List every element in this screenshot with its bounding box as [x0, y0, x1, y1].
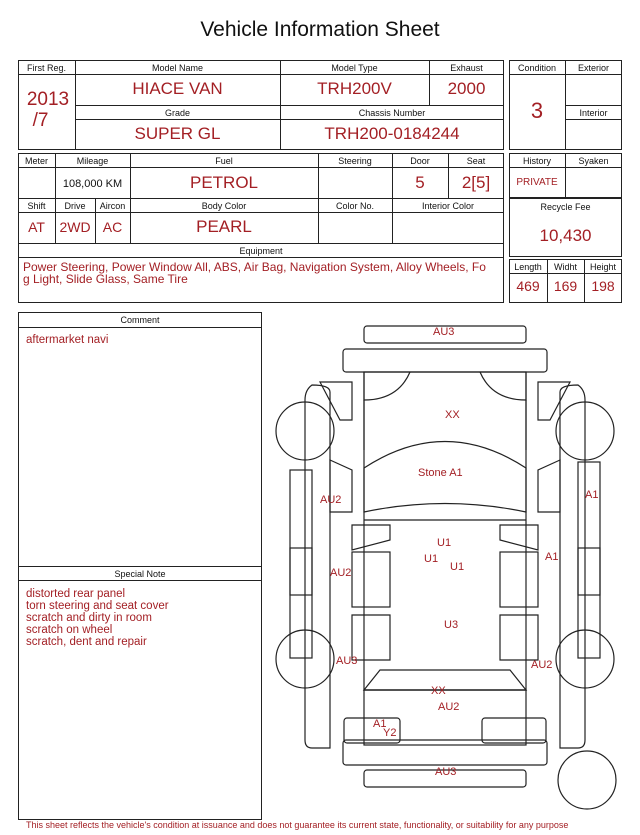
chassis-value: TRH200-0184244: [324, 124, 460, 143]
shift-value: AT: [28, 219, 45, 235]
special-note-label: Special Note: [114, 569, 166, 579]
special-note-3: scratch and dirty in room: [26, 612, 152, 624]
mark-rear-left-2: Y2: [383, 727, 397, 739]
exhaust-label: Exhaust: [450, 63, 483, 73]
drive-label: Drive: [64, 201, 86, 211]
mark-interior-1: U1: [437, 537, 452, 549]
mileage-label: Mileage: [76, 156, 109, 166]
exterior-label: Exterior: [577, 63, 609, 73]
page-title: Vehicle Information Sheet: [200, 18, 440, 41]
first-reg-year: 2013: [26, 89, 70, 110]
mark-right-front: A1: [585, 489, 599, 501]
recycle-fee-value: 10,430: [539, 226, 592, 245]
interior-label: Interior: [579, 108, 608, 118]
mark-windshield: Stone A1: [418, 467, 463, 479]
mark-left-rear: AU3: [336, 655, 358, 667]
mark-right-door: A1: [545, 551, 559, 563]
model-name-label: Model Name: [151, 63, 204, 73]
mark-hood: XX: [445, 409, 460, 421]
mark-interior-3: U1: [450, 561, 465, 573]
mileage-value: 108,000 KM: [62, 178, 123, 190]
length-label: Length: [514, 262, 542, 272]
body-color-value: PEARL: [196, 217, 252, 236]
model-name-value: HIACE VAN: [132, 79, 223, 98]
condition-label: Condition: [517, 63, 557, 73]
comment-label: Comment: [120, 315, 160, 325]
door-label: Door: [410, 156, 430, 166]
special-note-4: scratch on wheel: [26, 624, 113, 636]
recycle-fee-label: Recycle Fee: [540, 202, 591, 212]
equipment-line-1: Power Steering, Power Window All, ABS, Air Bag, Navigation System, Alloy Wheels, Fo: [23, 260, 486, 274]
height-value: 198: [591, 278, 615, 294]
length-value: 469: [516, 278, 540, 294]
aircon-value: AC: [102, 219, 123, 235]
steering-label: Steering: [338, 156, 372, 166]
mark-front-bumper: AU3: [433, 326, 455, 338]
mark-right-rear: AU2: [531, 659, 553, 671]
drive-value: 2WD: [59, 219, 91, 235]
mark-left-door: AU2: [330, 567, 352, 579]
grade-value: SUPER GL: [134, 124, 221, 143]
aircon-label: Aircon: [99, 201, 126, 211]
mark-interior-2: U1: [424, 553, 439, 565]
disclaimer-footer: This sheet reflects the vehicle's condition at issuance and does not guarantee its current state, functionality, or suitability for any purpose: [26, 820, 569, 830]
seat-value: 2[5]: [461, 173, 491, 192]
equipment-label: Equipment: [239, 246, 283, 256]
chassis-label: Chassis Number: [358, 108, 426, 118]
mark-rear-bumper: AU3: [435, 766, 457, 778]
mark-left-front-fender: AU2: [320, 494, 342, 506]
meter-label: Meter: [24, 156, 48, 166]
special-note-1: distorted rear panel: [26, 588, 126, 600]
fuel-label: Fuel: [215, 156, 233, 166]
seat-label: Seat: [466, 156, 486, 166]
first-reg-month: /7: [32, 110, 49, 131]
width-label: Widht: [553, 262, 577, 272]
mark-rear-left-1: A1: [373, 718, 387, 730]
door-value: 5: [415, 173, 425, 192]
interior-color-label: Interior Color: [421, 201, 475, 211]
fuel-value: PETROL: [189, 173, 259, 192]
mark-cargo: U3: [444, 619, 459, 631]
width-value: 169: [553, 278, 578, 294]
comment-text: aftermarket navi: [26, 334, 109, 346]
body-color-label: Body Color: [201, 201, 247, 211]
grade-label: Grade: [164, 108, 190, 118]
mark-back-door: AU2: [438, 701, 460, 713]
model-type-label: Model Type: [331, 63, 378, 73]
special-note-2: torn steering and seat cover: [26, 600, 169, 612]
equipment-line-2: g Light, Slide Glass, Same Tire: [23, 272, 188, 286]
shift-label: Shift: [27, 201, 46, 211]
condition-value: 3: [530, 98, 544, 123]
exhaust-value: 2000: [447, 79, 486, 98]
first-reg-label: First Reg.: [26, 63, 66, 73]
color-no-label: Color No.: [335, 201, 374, 211]
model-type-value: TRH200V: [317, 79, 392, 98]
syaken-label: Syaken: [578, 156, 609, 166]
special-note-5: scratch, dent and repair: [26, 636, 147, 648]
history-value: PRIVATE: [516, 177, 558, 188]
history-label: History: [522, 156, 551, 166]
height-label: Height: [589, 262, 616, 272]
mark-rear-glass: XX: [431, 685, 446, 697]
